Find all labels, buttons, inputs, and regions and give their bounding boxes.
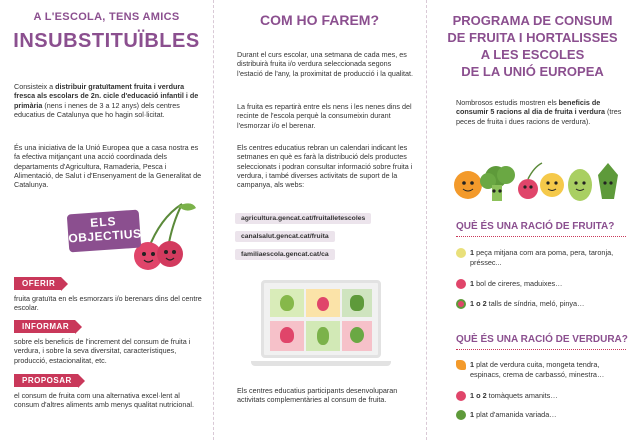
watermelon-icon xyxy=(456,299,466,309)
program-title-1: PROGRAMA DE CONSUM xyxy=(452,13,613,28)
fruit-portion-3: 1 o 2 talls de síndria, meló, pinya… xyxy=(470,299,585,308)
intro-paragraph: Consisteix a distribuir gratuïtament fruita i verdura fresca als escolars de 2n. cicle d'educació infantil i de primària (nens i nenes de 3 a 12 anys) dels centres educatius de Catalunya que ho hagin sol·licitat. xyxy=(14,82,199,119)
link-familiaescola[interactable]: familiaescola.gencat.cat/ca xyxy=(235,249,335,260)
how-title: COM HO FAREM? xyxy=(260,12,379,28)
tag-offer: OFERIR xyxy=(14,277,61,290)
tag-inform: INFORMAR xyxy=(14,320,75,333)
offer-text: fruita gratuïta en els esmorzars i/o berenars dins del centre escolar. xyxy=(14,294,202,313)
pear-icon xyxy=(280,295,294,311)
carrot-icon xyxy=(456,360,466,370)
initiative-paragraph: És una iniciativa de la Unió Europea que a casa nostra es fa efectiva mitjançant una acció coordinada dels departaments d'Agricultura, Ramaderia, Pesca i Alimentació, de Salut i d'Ensenyament de la Generalitat de Catalunya. xyxy=(14,143,202,190)
fruit-portion-2: 1 bol de cireres, maduixes… xyxy=(470,279,563,288)
program-title-4: DE LA UNIÓ EUROPEA xyxy=(461,64,604,79)
strawberry-icon xyxy=(280,327,294,343)
inform-text: sobre els beneficis de l'increment del consum de fruita i verdura, i sobre la seva diversitat, característiques, producció, estacionalitat, etc. xyxy=(14,337,191,365)
veg-portion-3: 1 plat d'amanida variada… xyxy=(470,410,557,419)
fruit-characters-illustration xyxy=(448,155,628,211)
cucumber-icon xyxy=(317,327,329,345)
objectives-badge: ELS OBJECTIUS xyxy=(67,210,141,253)
kicker: A L'ESCOLA, TENS AMICS xyxy=(33,11,180,23)
veg-portion-2: 1 o 2 tomàquets amanits… xyxy=(470,391,558,400)
link-agricultura[interactable]: agricultura.gencat.cat/fruitalletescoles xyxy=(235,213,371,224)
lettuce-icon xyxy=(456,410,466,420)
apple-icon xyxy=(456,248,466,258)
how-paragraph-2: La fruita es repartirà entre els nens i les nenes dins del recinte de l'escola perquè la consumeixin durant l'esmorzar i/o el berenar. xyxy=(237,102,412,130)
heading-underline xyxy=(456,236,626,237)
propose-text: el consum de fruita com una alternativa excel·lent al consum d'altres aliments amb menys qualitat nutricional. xyxy=(14,391,194,410)
veg-portion-heading: QUÈ ÉS UNA RACIÓ DE VERDURA? xyxy=(456,334,628,345)
artichoke-icon xyxy=(350,295,364,311)
column-how xyxy=(213,0,426,440)
column-program xyxy=(426,0,639,440)
fruit-portion-heading: QUÈ ÉS UNA RACIÓ DE FRUITA? xyxy=(456,221,615,232)
broccoli-icon xyxy=(350,327,364,343)
tomato-icon xyxy=(456,391,466,401)
how-paragraph-1: Durant el curs escolar, una setmana de cada mes, es distribuirà fruita i/o verdura seleccionada segons l'estació de l'any, la proximitat de producció i la qualitat. xyxy=(237,50,414,78)
strawberry-icon xyxy=(456,279,466,289)
column-intro xyxy=(0,0,213,440)
how-paragraph-4: Els centres educatius participants desenvoluparan activitats complementàries al consum de fruita. xyxy=(237,386,398,405)
fruit-portion-1: 1 peça mitjana com ara poma, pera, taronja, préssec... xyxy=(470,248,614,267)
program-title-2: DE FRUITA I HORTALISSES xyxy=(447,30,618,45)
link-canalsalut[interactable]: canalsalut.gencat.cat/fruita xyxy=(235,231,335,242)
studies-paragraph: Nombrosos estudis mostren els beneficis de consumir 5 racions al dia de fruita i verdura (tres peces de fruita i dues racions de verdura). xyxy=(456,98,622,126)
laptop-screen xyxy=(261,280,381,358)
cherry-icon xyxy=(317,297,329,311)
laptop-base xyxy=(251,361,391,366)
tag-propose: PROPOSAR xyxy=(14,374,78,387)
headline: INSUBSTITUÏBLES xyxy=(13,30,200,52)
program-title-3: A LES ESCOLES xyxy=(480,47,585,62)
how-paragraph-3: Els centres educatius rebran un calendari indicant les setmanes en què es farà la distribució dels productes seleccionats i podran consultar informació sobre fruita i verdura, i també diverses activitats de suport de la campanya, als webs: xyxy=(237,143,413,190)
veg-portion-1: 1 plat de verdura cuita, mongeta tendra, espinacs, crema de carbassó, minestra… xyxy=(470,360,605,379)
heading-underline xyxy=(456,349,626,350)
